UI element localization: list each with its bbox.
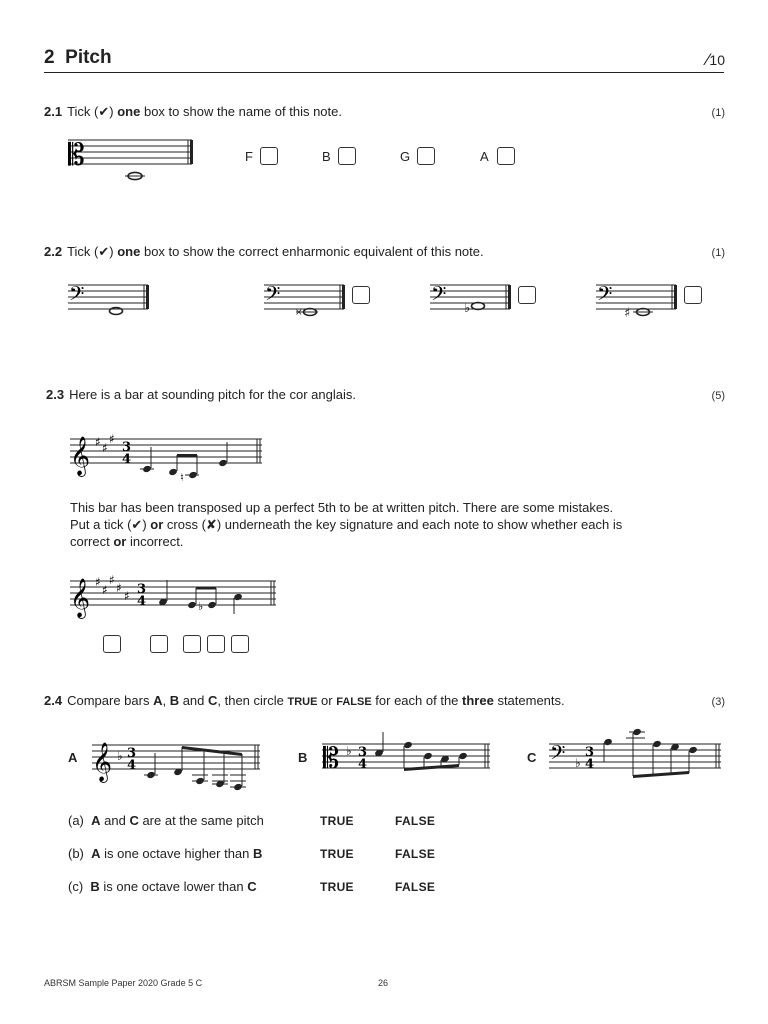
statement-label: (a) [68,813,84,828]
bar-b-staff [322,730,497,792]
note-head [233,593,243,601]
q24-prompt [44,693,565,708]
time-sig-top: 3 [358,745,368,760]
q23-text: Here is a bar at sounding pitch for the cor anglais. [69,387,356,402]
q24-text: , [162,693,170,708]
q22-option-staff-3 [596,282,686,322]
section-score [707,50,725,70]
q22-checkbox-3[interactable] [684,286,702,304]
statement-b-false-option[interactable]: FALSE [395,847,436,861]
time-sig-bottom: 4 [358,757,368,772]
q21-text-c: box to show the name of this note. [140,104,342,119]
statement-bar: C [129,813,139,828]
tick-symbol: ✔ [131,517,143,532]
q21-number: 2.1 [44,104,63,119]
q24-number: 2.4 [44,693,63,708]
q23-para-emph: or [150,517,164,532]
q23-para-text: incorrect. [126,534,184,549]
key-sharp-icon: ♯ [95,435,101,449]
score-total: 10 [709,52,725,68]
q22-checkbox-1[interactable] [352,286,370,304]
time-sig-top: 3 [127,746,137,761]
note-head [168,468,178,476]
flat-icon: ♭ [198,600,204,613]
note-head [652,740,662,748]
note-head [403,741,413,749]
key-sharp-icon: ♯ [124,589,130,603]
section-number: 2 [44,47,55,68]
q21-option-label-b: B [322,149,331,164]
double-sharp-icon: × [295,308,303,318]
note-head [472,303,485,310]
cross-symbol: ✘ [205,517,217,532]
key-sharp-icon: ♯ [109,432,115,446]
q23-answer-box-4[interactable] [231,635,249,653]
q21-checkbox-f[interactable] [260,147,278,165]
tenor-clef-icon: 𝄡 [323,741,340,775]
bar-b-label: B [298,750,308,765]
treble-clef-icon: 𝄞 [70,436,91,476]
statement-bar: B [253,846,263,861]
bass-clef-icon: 𝄢 [597,282,613,310]
q21-staff [68,135,198,185]
q23-answer-box-1[interactable] [150,635,168,653]
q21-prompt [44,104,342,120]
statement-text: and [100,813,130,828]
tick-symbol: ✔ [98,104,110,119]
q22-number: 2.2 [44,244,63,259]
note-head [195,777,205,785]
q24-text: for each of the [371,693,463,708]
q24-emph: TRUE [287,696,318,708]
q23-para-line-3 [70,533,660,550]
flat-icon: ♭ [464,301,471,316]
bar-c-staff [549,726,725,788]
note-head [218,459,228,467]
key-sharp-icon: ♯ [109,573,115,587]
q21-checkbox-a[interactable] [497,147,515,165]
q23-prompt [46,387,356,402]
key-sharp-icon: ♯ [95,575,101,589]
q22-marks: (1) [711,247,725,259]
q23-marks: (5) [711,390,725,402]
q24-text: or [317,693,337,708]
statement-b-true-option[interactable]: TRUE [320,847,354,861]
treble-clef-icon: 𝄞 [92,742,113,782]
time-sig-bottom: 4 [137,594,147,609]
note-head [233,783,243,791]
statement-text: is one octave higher than [100,846,254,861]
note-head [142,465,152,473]
statement-bar: A [91,846,101,861]
q23-answer-box-key[interactable] [103,635,121,653]
statement-a-false-option[interactable]: FALSE [395,814,436,828]
q23-number: 2.3 [46,387,65,402]
q21-text-a: Tick ( [67,104,99,119]
q23-answer-box-2[interactable] [183,635,201,653]
q24-text: , then circle [217,693,288,708]
q23-para-line-1: This bar has been transposed up a perfect 5th to be at written pitch. There are some mistakes. [70,500,614,515]
statement-a [68,813,264,828]
q23-written-staff [70,568,285,628]
q24-emph: A [153,693,163,708]
q24-marks: (3) [711,696,725,708]
q22-given-staff [68,282,158,322]
time-sig-bottom: 4 [122,452,132,467]
q23-para-text: ) [142,517,151,532]
q21-option-label-g: G [400,149,411,164]
bar-c-label: C [527,750,537,765]
time-sig-bottom: 4 [127,758,137,773]
note-head [423,752,433,760]
key-sharp-icon: ♯ [102,583,108,597]
q23-para-emph: or [113,534,127,549]
q22-prompt [44,244,484,260]
sharp-icon: ♯ [624,306,631,321]
q22-option-staff-2 [430,282,520,322]
q22-text-c: box to show the correct enharmonic equivalent of this note. [140,244,484,259]
q21-checkbox-g[interactable] [417,147,435,165]
q22-checkbox-2[interactable] [518,286,536,304]
note-head [688,746,698,754]
q24-emph: three [462,693,494,708]
key-flat-icon: ♭ [575,756,581,770]
q23-instructions [70,499,660,550]
note-head [603,738,613,746]
statement-bar: B [90,879,100,894]
statement-bar: C [247,879,257,894]
time-sig-top: 3 [137,582,147,597]
key-flat-icon: ♭ [346,744,352,758]
footer-title: ABRSM Sample Paper 2020 Grade 5 C [44,978,203,988]
statement-b [68,846,262,861]
note-head [632,728,642,736]
q23-para-text: cross ( [163,517,206,532]
page-number: 26 [378,978,389,988]
statement-c-true-option[interactable]: TRUE [320,880,354,894]
section-name: Pitch [65,47,112,68]
section-title [44,47,112,69]
q24-text: Compare bars [67,693,154,708]
tick-symbol: ✔ [98,244,110,259]
q24-text: statements. [493,693,565,708]
key-sharp-icon: ♯ [102,441,108,455]
statement-text: is one octave lower than [99,879,248,894]
score-slash: ⁄ [706,50,710,69]
statement-a-true-option[interactable]: TRUE [320,814,354,828]
q22-text-b: ) [109,244,118,259]
key-sharp-icon: ♯ [116,581,122,595]
natural-icon: ♮ [180,471,184,484]
q24-text: and [179,693,208,708]
bass-clef-icon: 𝄢 [265,282,281,310]
q23-sounding-staff [70,428,270,488]
bass-clef-icon: 𝄢 [69,282,85,310]
q22-option-staff-1 [264,282,354,322]
bar-a-staff [92,730,267,792]
q21-option-label-a: A [480,149,489,164]
statement-label: (c) [68,879,84,894]
time-sig-top: 3 [122,440,132,455]
q23-answer-box-3[interactable] [207,635,225,653]
key-flat-icon: ♭ [117,749,123,763]
q21-text-b: ) [109,104,118,119]
statement-c [68,879,257,894]
q21-emph: one [117,104,141,119]
time-sig-bottom: 4 [585,757,595,772]
statement-bar: A [91,813,101,828]
q21-marks: (1) [711,107,725,119]
note-head [188,471,198,479]
statement-c-false-option[interactable]: FALSE [395,880,436,894]
q21-checkbox-b[interactable] [338,147,356,165]
note-head [146,771,156,779]
bass-clef-icon: 𝄢 [431,282,447,310]
header-rule [44,72,724,73]
q24-emph: C [208,693,218,708]
bass-clef-icon: 𝄢 [550,741,566,769]
note-head [458,752,468,760]
q22-emph: one [117,244,141,259]
q21-option-label-f: F [245,149,253,164]
treble-clef-icon: 𝄞 [70,578,91,618]
q22-text-a: Tick ( [67,244,99,259]
q23-para-text: Put a tick ( [70,517,132,532]
note-head [207,601,217,609]
time-sig-top: 3 [585,745,595,760]
q24-emph: B [169,693,180,708]
bar-a-label: A [68,750,78,765]
note-head [187,601,197,609]
statement-text: are at the same pitch [138,813,264,828]
q24-emph: FALSE [336,696,372,708]
statement-label: (b) [68,846,84,861]
q23-para-text: ) underneath the key signature and each note to show whether each is [216,517,623,532]
alto-clef-icon: 𝄡 [68,138,85,173]
q23-para-line-2 [70,516,660,533]
q23-para-text: correct [70,534,114,549]
